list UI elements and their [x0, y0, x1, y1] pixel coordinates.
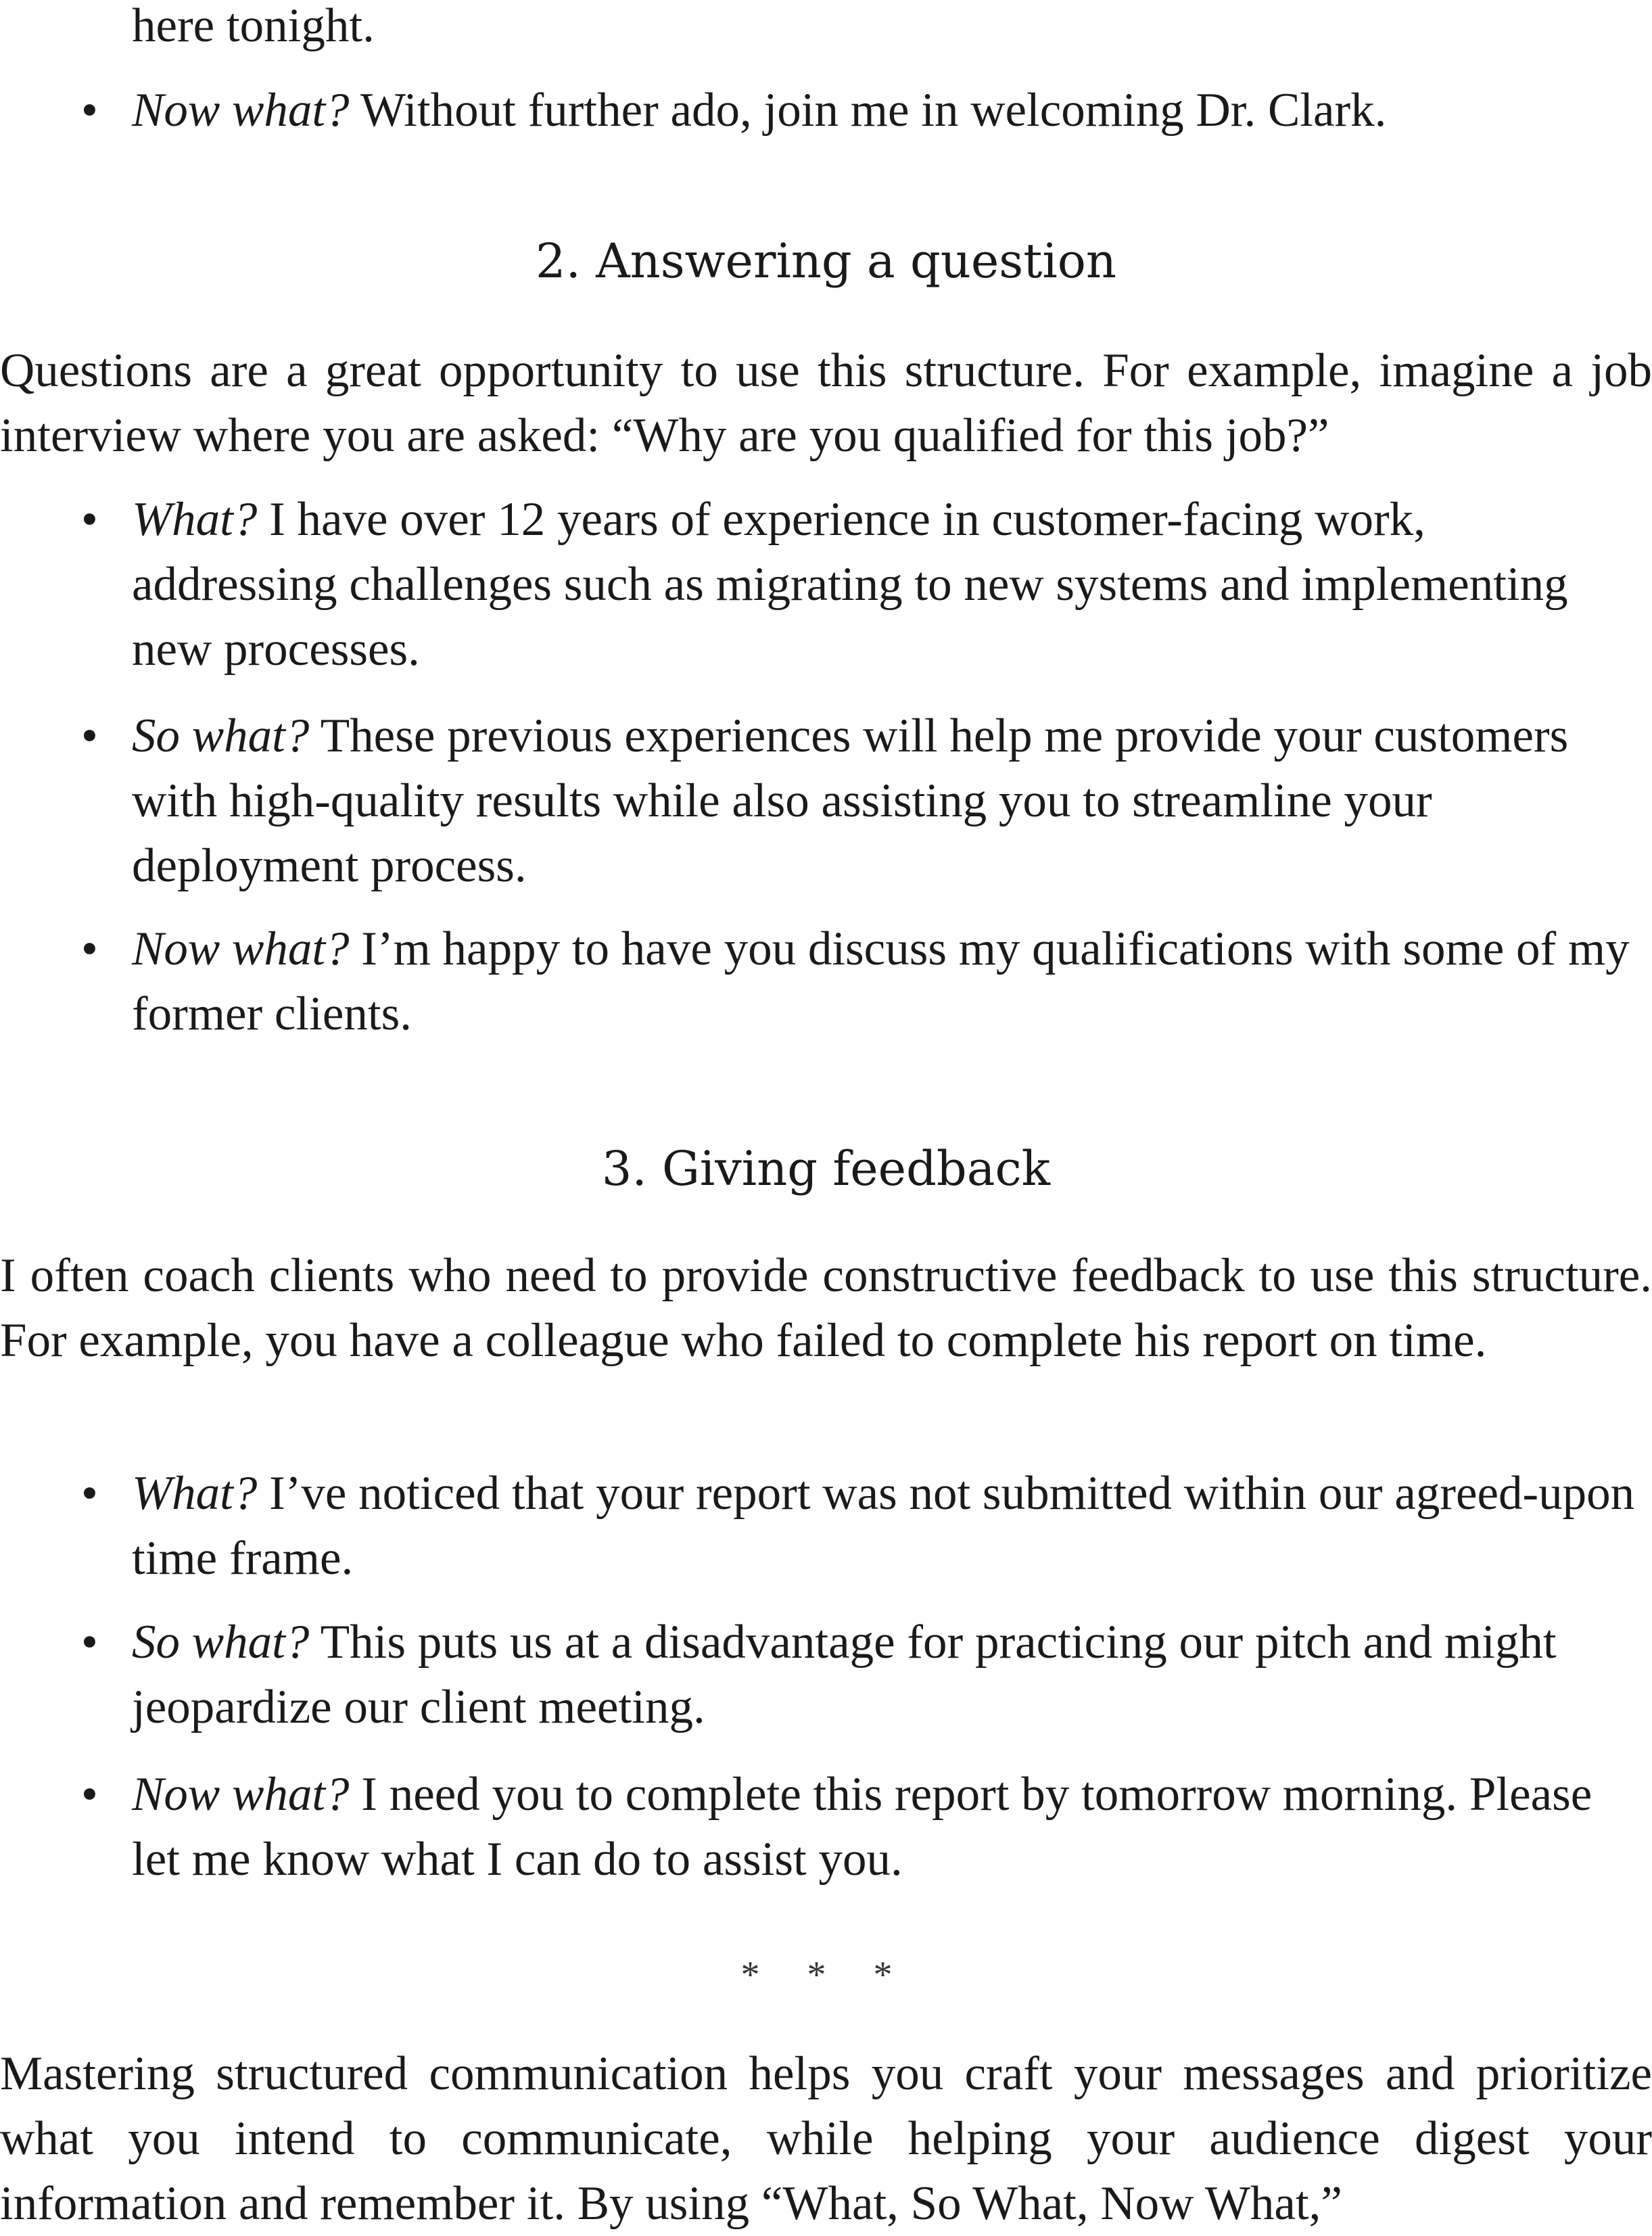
section-paragraph: I often coach clients who need to provide constructive feedback to use this structure. For example, you have a colleague who failed to complete his report on time.	[0, 1249, 1652, 1367]
section-heading: 2. Answering a question	[536, 233, 1116, 289]
list-item-text	[132, 487, 1636, 682]
item-body: Without further ado, join me in welcoming Dr. Clark.	[349, 84, 1387, 137]
item-lead: What?	[132, 493, 258, 546]
item-lead: Now what?	[132, 923, 350, 975]
list-item-text	[132, 1610, 1636, 1740]
item-lead: What?	[132, 1467, 258, 1520]
bullet-icon: •	[81, 923, 98, 975]
item-body: I need you to complete this report by tomorrow morning. Please let me know what I can do to assist you.	[132, 1768, 1592, 1886]
bullet-icon: •	[81, 1467, 98, 1520]
item-body: These previous experiences will help me provide your customers with high-quality results while also assisting you to streamline your deployment process.	[132, 709, 1569, 892]
item-lead: Now what?	[132, 1768, 350, 1821]
item-lead: Now what?	[132, 84, 350, 137]
bullet-icon: •	[81, 1768, 98, 1821]
section-divider: * * *	[740, 1954, 912, 1996]
item-body: This puts us at a disadvantage for practicing our pitch and might jeopardize our client meeting.	[132, 1616, 1557, 1733]
item-lead: So what?	[132, 1616, 310, 1669]
list-item-text	[132, 703, 1636, 898]
bullet-icon: •	[81, 1616, 98, 1669]
list-item-text	[132, 78, 1636, 143]
list-item-text	[132, 916, 1636, 1046]
item-body: I have over 12 years of experience in customer-facing work, addressing challenges such as migrating to new systems and implementing new processes.	[132, 493, 1568, 676]
section-heading: 3. Giving feedback	[601, 1141, 1051, 1196]
closing-paragraph: Mastering structured communication helps you craft your messages and prioritize what you intend to communicate, while helping your audience digest your information and remember it. By using “What, So What, Now What,”	[0, 2047, 1652, 2230]
item-lead: So what?	[132, 709, 310, 762]
item-body: I’m happy to have you discuss my qualifications with some of my former clients.	[132, 923, 1630, 1040]
bullet-icon: •	[81, 709, 98, 762]
bullet-icon: •	[81, 493, 98, 546]
item-body: I’ve noticed that your report was not submitted within our agreed-upon time frame.	[132, 1467, 1635, 1585]
list-item-text	[132, 1461, 1636, 1591]
section-paragraph: Questions are a great opportunity to use this structure. For example, imagine a job interview where you are asked: “Why are you qualified for this job?”	[0, 344, 1652, 462]
continued-text: here tonight.	[132, 0, 375, 52]
bullet-icon: •	[81, 84, 98, 137]
list-item-text	[132, 1762, 1636, 1892]
